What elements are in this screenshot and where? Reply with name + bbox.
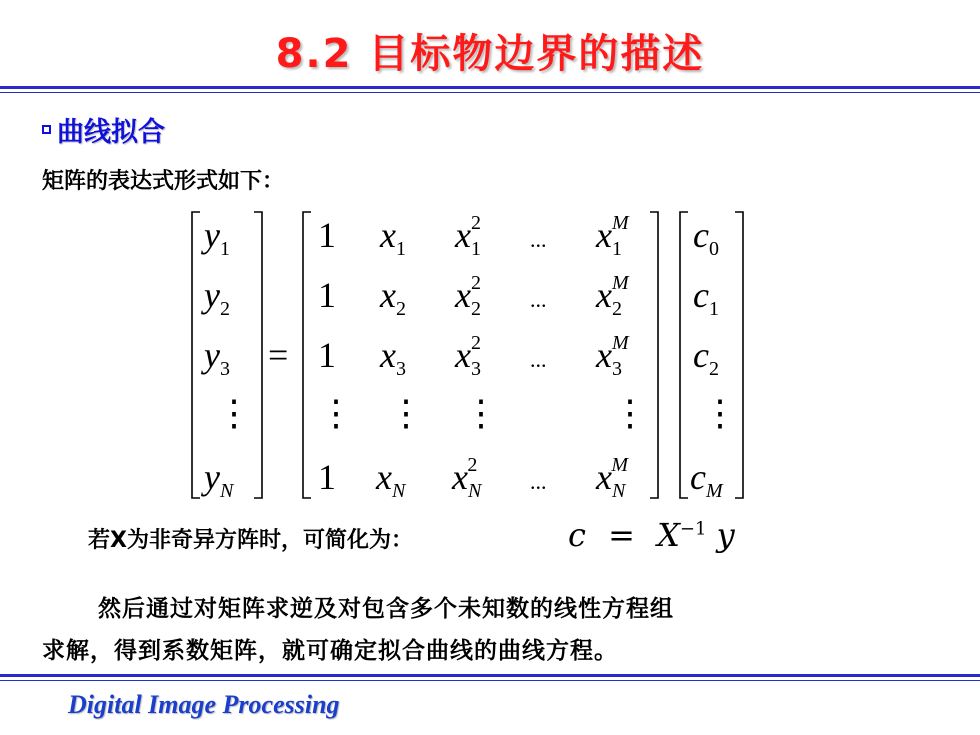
svg-text:⋮: ⋮ <box>463 393 499 433</box>
svg-text:...: ... <box>530 469 547 494</box>
design-matrix <box>318 212 648 502</box>
svg-text:x1M: $x_1M$ <box>596 212 629 260</box>
lhs-cell: $y_1$ <box>204 215 230 260</box>
svg-text:c2: $c_2$ <box>693 335 719 380</box>
lhs-cell: $y_2$ <box>204 275 230 320</box>
lhs-left-bracket <box>192 212 200 498</box>
lhs-cell: $y_3$ <box>204 335 230 380</box>
formula-c: c <box>568 516 586 554</box>
slide-title: 8.2 目标物边界的描述 <box>275 31 705 77</box>
svg-text:xNM: $x_NM$ <box>596 454 628 502</box>
svg-text:cM: $c_M$ <box>690 457 723 502</box>
svg-text:x3: $x_3$ <box>380 335 406 380</box>
footer-text: Digital Image Processing <box>68 690 340 719</box>
section-heading-label: 曲线拟合 <box>57 117 165 148</box>
svg-text:⋮: ⋮ <box>702 393 738 433</box>
lhs-cell: $y_N$ <box>204 457 234 502</box>
svg-text:x1: $x_1$ <box>380 215 406 260</box>
svg-text:xN2: $x_N2$ <box>452 454 482 502</box>
simplify-note: 若X为非奇异方阵时，可简化为： <box>88 528 413 553</box>
svg-text:...: ... <box>530 227 547 252</box>
svg-text:...: ... <box>530 287 547 312</box>
formula-x: X <box>657 516 680 554</box>
svg-text:⋮: ⋮ <box>318 393 354 433</box>
svg-text:1: 1 <box>318 457 336 497</box>
svg-text:1: 1 <box>318 335 336 375</box>
svg-text:⋮: ⋮ <box>612 393 648 433</box>
svg-text:x12: $x_12$ <box>455 212 481 260</box>
lhs-right-bracket <box>254 212 262 498</box>
coef-vector <box>690 215 738 502</box>
svg-text:x2: $x_2$ <box>380 275 406 320</box>
svg-text:1: 1 <box>318 215 336 255</box>
formula-equals: = <box>608 516 635 554</box>
matrix-right-bracket <box>650 212 658 498</box>
svg-text:x32: $x_32$ <box>455 332 481 380</box>
svg-text:x2M: $x_2M$ <box>596 272 629 320</box>
svg-text:1: 1 <box>318 275 336 315</box>
svg-text:x22: $x_22$ <box>455 272 481 320</box>
equals-sign: = <box>268 335 289 375</box>
svg-text:c0: $c_0$ <box>693 215 719 260</box>
paragraph-line-1: 然后通过对矩阵求逆及对包含多个未知数的线性方程组 <box>98 596 674 622</box>
lhs-cell: ⋮ <box>216 393 252 433</box>
intro-text: 矩阵的表达式形式如下： <box>42 169 285 194</box>
matrix-left-bracket <box>303 212 311 498</box>
svg-text:x3M: $x_3M$ <box>596 332 629 380</box>
footer-rule <box>0 674 980 681</box>
coef-right-bracket <box>735 212 743 498</box>
inverse-formula <box>568 516 735 554</box>
coef-left-bracket <box>680 212 688 498</box>
paragraph-line-2: 求解，得到系数矩阵，就可确定拟合曲线的曲线方程。 <box>42 638 618 664</box>
formula-y: y <box>716 516 735 554</box>
formula-exponent: −1 <box>679 518 707 540</box>
svg-text:c1: $c_1$ <box>693 275 719 320</box>
svg-text:⋮: ⋮ <box>388 393 424 433</box>
svg-text:...: ... <box>530 347 547 372</box>
svg-text:xN: $x_N$ <box>376 457 406 502</box>
